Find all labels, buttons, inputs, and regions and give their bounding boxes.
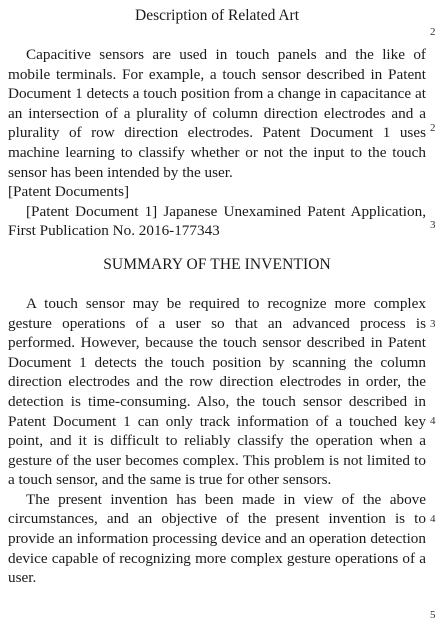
line-number: 4 [430,513,436,525]
summary-heading: SUMMARY OF THE INVENTION [103,255,331,273]
line-number: 5 [430,609,436,621]
related-art-heading: Description of Related Art [135,7,299,24]
summary-paragraph-1: A touch sensor may be required to recognize more complex gesture operations of a user so that an advanced process is performed. However, because the touch sensor described in Patent Document 1 detects the touch position by scanning the column direction electrodes and the row direction electrodes in order, the detection is time-consuming. Also, the touch sensor described in Patent Document 1 can only track information of a touched key point, and it is difficult to reliably classify the operation when a gesture of the user becomes complex. This problem is not limited to a touch sensor, and the same is true for other sensors. [8,294,426,489]
line-number: 4 [430,415,436,427]
document-page [8,0,426,588]
patent-document-1-citation: [Patent Document 1] Japanese Unexamined Patent Application, First Publication No. 2016-177343 [8,202,426,240]
related-art-paragraph: Capacitive sensors are used in touch panels and the like of mobile terminals. For example, a touch sensor described in Patent Document 1 detects a touch position from a change in capacitance at an intersection of a plurality of column direction electrodes and a plurality of row direction electrodes. Patent Document 1 uses machine learning to classify whether or not the input to the touch sensor has been intended by the user. [8,46,426,181]
line-number: 3 [430,219,436,231]
line-number: 3 [430,318,436,330]
summary-paragraph-2: The present invention has been made in view of the above circumstances, and an objective of the present invention is to provide an information processing device and an operation detection device capable of recognizing more complex gesture operations of a user. [8,490,426,587]
patent-documents-label: [Patent Documents] [8,183,130,201]
line-number: 2 [430,122,436,134]
line-number: 2 [430,26,436,38]
